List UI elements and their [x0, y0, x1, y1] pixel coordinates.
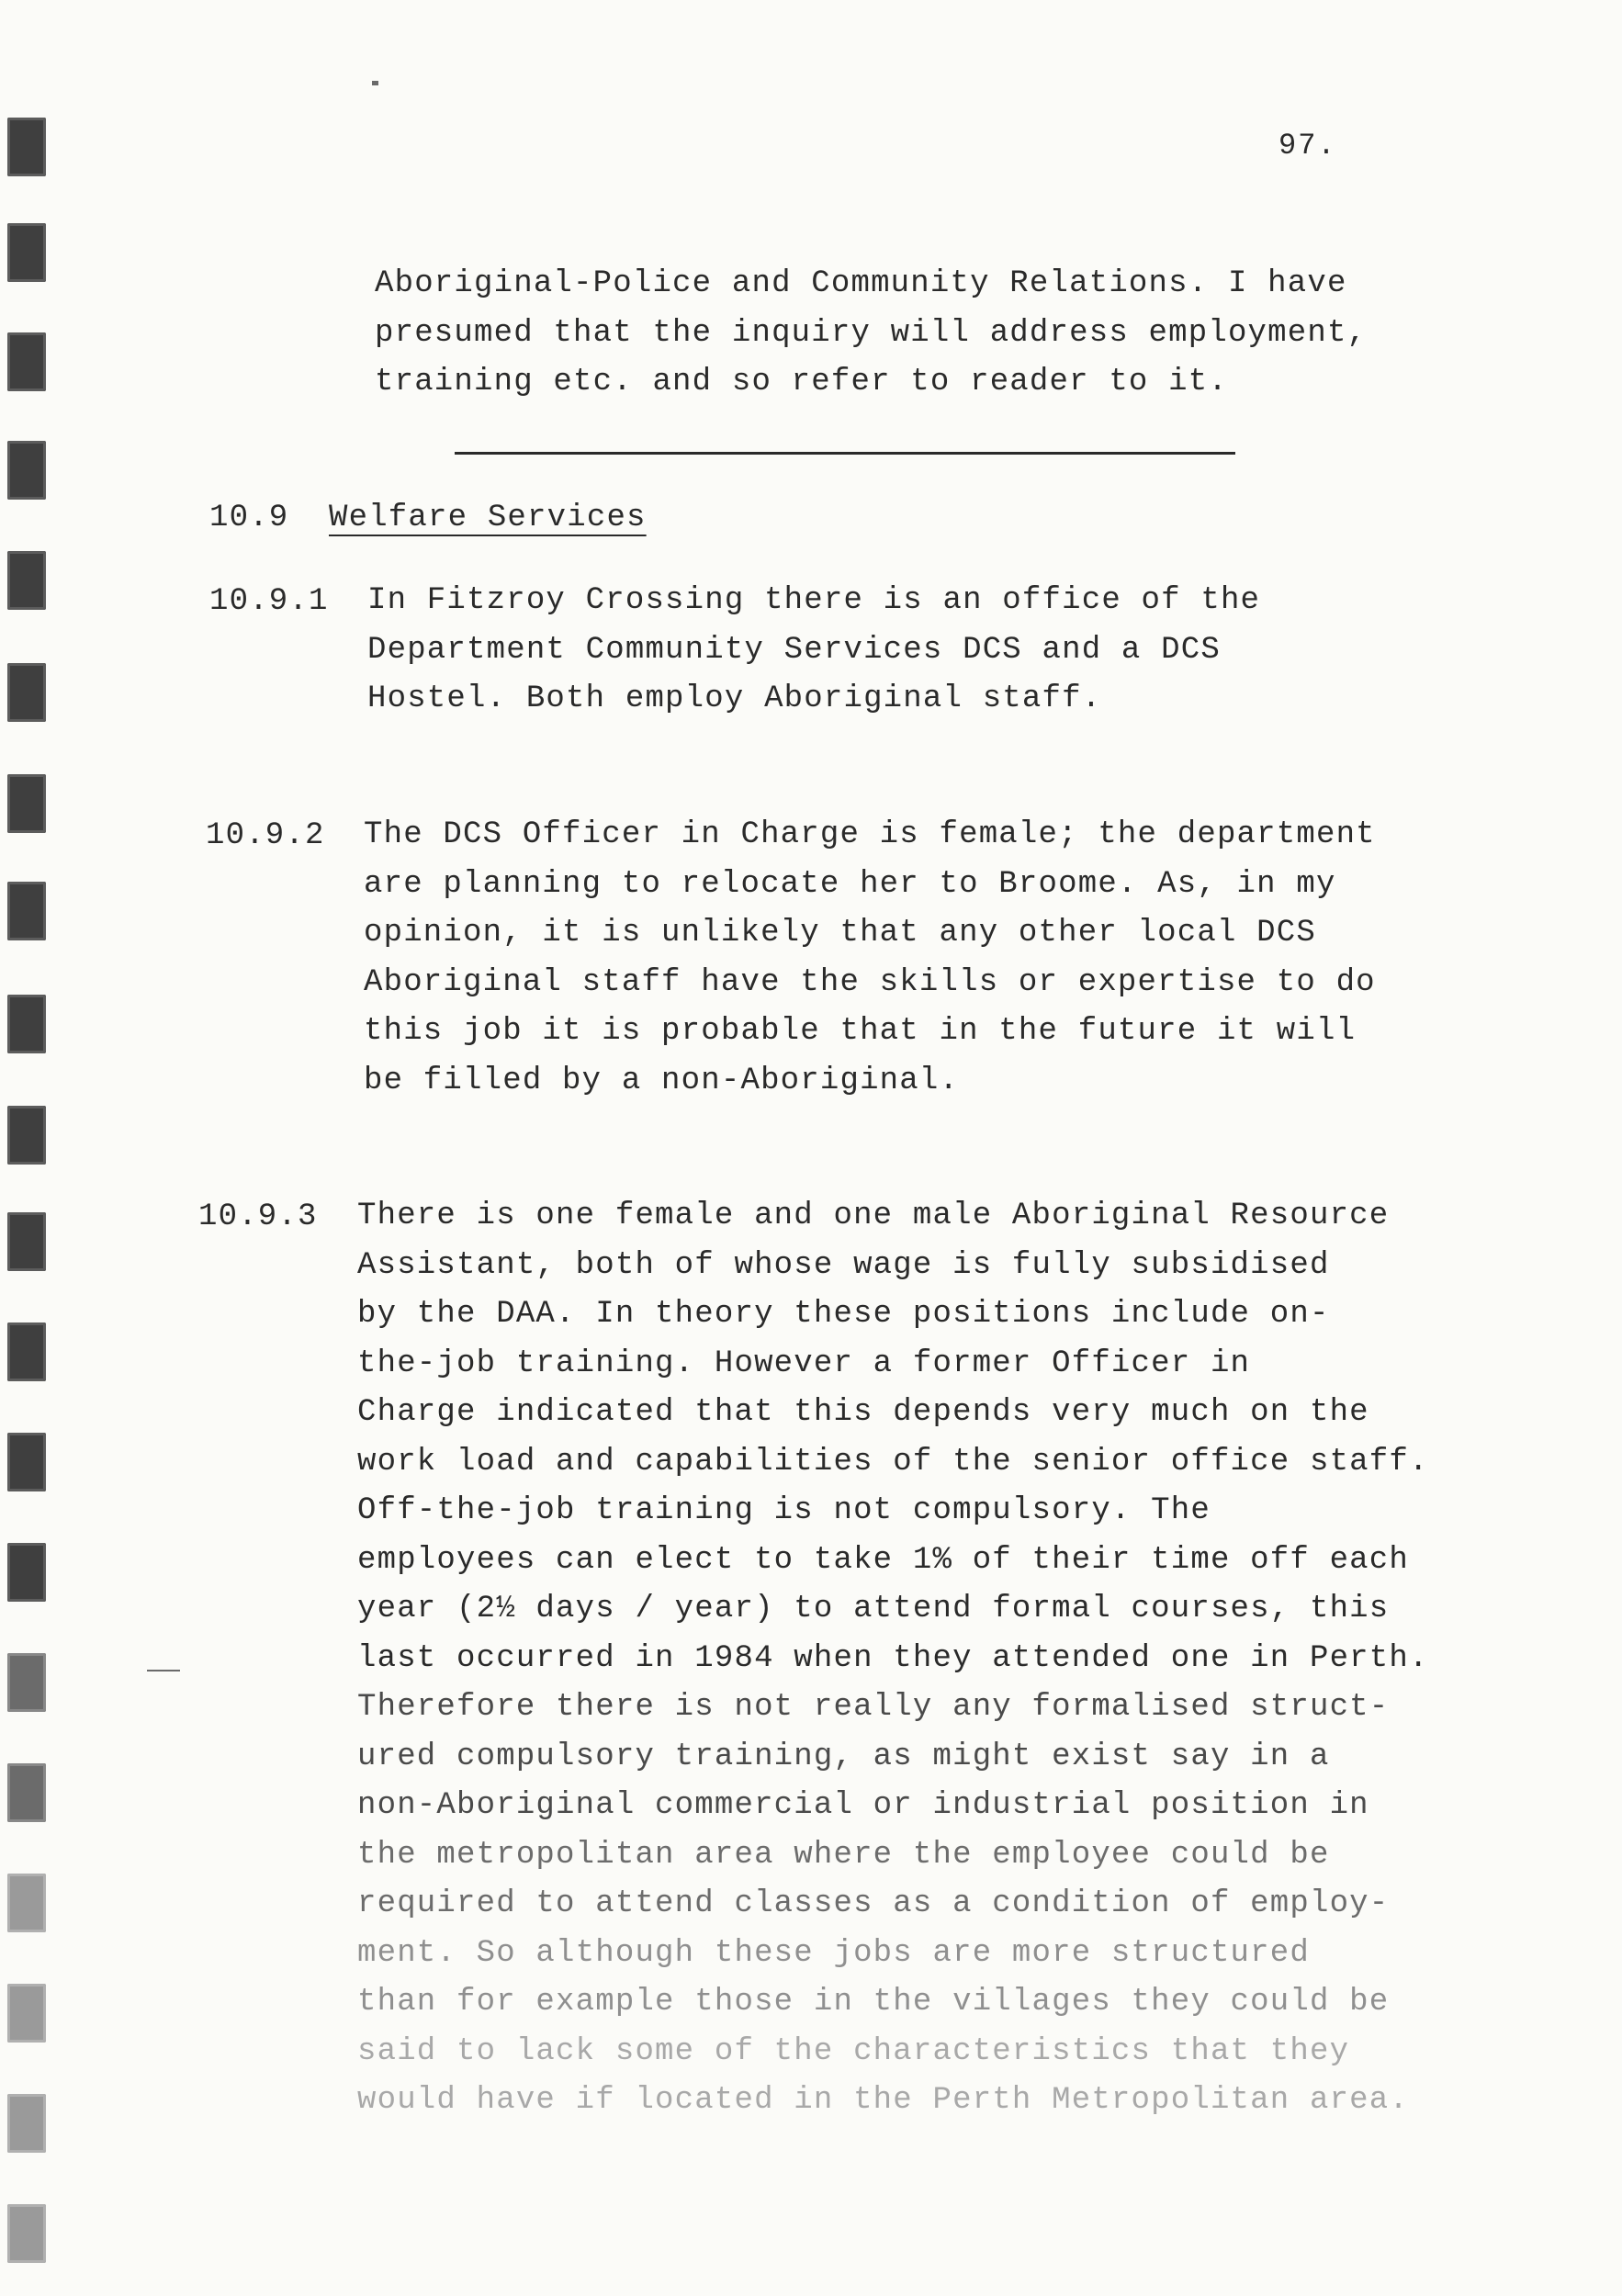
binding-hole [7, 2094, 46, 2153]
text-line: non-Aboriginal commercial or industrial position in [357, 1788, 1369, 1823]
binding-hole [7, 774, 46, 833]
intro-paragraph [375, 260, 1367, 408]
binding-hole [7, 1212, 46, 1271]
binding-hole [7, 1433, 46, 1491]
binding-hole [7, 1653, 46, 1712]
binding-hole [7, 551, 46, 610]
subsection-paragraph [364, 811, 1376, 1106]
text-line: ment. So although these jobs are more structured [357, 1935, 1310, 1971]
subsection-paragraph [357, 1192, 1429, 2126]
binding-hole [7, 2204, 46, 2263]
text-line: work load and capabilities of the senior office staff. [357, 1444, 1429, 1480]
scan-speck [147, 1670, 180, 1671]
binding-hole [7, 1984, 46, 2043]
subsection-number: 10.9.3 [198, 1199, 318, 1234]
text-line: employees can elect to take 1% of their time off each [357, 1542, 1409, 1578]
binding-hole [7, 332, 46, 391]
binding-hole [7, 1763, 46, 1822]
binding-hole [7, 663, 46, 722]
text-line: be filled by a non-Aboriginal. [364, 1063, 960, 1098]
text-line: the metropolitan area where the employee could be [357, 1837, 1330, 1873]
subsection-paragraph [367, 577, 1260, 725]
text-line: opinion, it is unlikely that any other local DCS [364, 916, 1316, 951]
binding-hole [7, 1322, 46, 1381]
binding-hole [7, 1874, 46, 1932]
subsection-number: 10.9.1 [209, 584, 329, 619]
binding-hole [7, 1543, 46, 1602]
text-line: by the DAA. In theory these positions include on- [357, 1297, 1330, 1332]
subsection-number: 10.9.2 [206, 818, 325, 853]
text-line: Department Community Services DCS and a DCS [367, 632, 1221, 668]
scan-speck [372, 81, 378, 85]
text-line: last occurred in 1984 when they attended one in Perth. [357, 1640, 1429, 1676]
text-line: presumed that the inquiry will address employment, [375, 315, 1368, 351]
text-line: would have if located in the Perth Metropolitan area. [357, 2083, 1409, 2118]
text-line: The DCS Officer in Charge is female; the department [364, 817, 1376, 852]
text-line: this job it is probable that in the future it will [364, 1014, 1357, 1049]
text-line: ured compulsory training, as might exist say in a [357, 1739, 1330, 1774]
binding-holes [7, 0, 48, 2296]
text-line: the-job training. However a former Officer in [357, 1345, 1251, 1381]
text-line: required to attend classes as a condition of employ- [357, 1886, 1390, 1921]
text-line: Assistant, both of whose wage is fully subsidised [357, 1247, 1330, 1283]
text-line: There is one female and one male Aboriginal Resource [357, 1199, 1390, 1233]
text-line: training etc. and so refer to reader to it. [375, 365, 1228, 400]
text-line: Hostel. Both employ Aboriginal staff. [367, 681, 1102, 716]
binding-hole [7, 118, 46, 176]
binding-hole [7, 441, 46, 500]
section-number: 10.9 [209, 501, 289, 535]
text-line: year (2½ days / year) to attend formal courses, this [357, 1592, 1390, 1626]
text-line: than for example those in the villages they could be [357, 1985, 1390, 2020]
text-line: are planning to relocate her to Broome. As, in my [364, 866, 1336, 902]
binding-hole [7, 1106, 46, 1165]
text-line: Therefore there is not really any formalised struct- [357, 1690, 1390, 1725]
binding-hole [7, 223, 46, 282]
page-number: 97. [1278, 129, 1337, 163]
text-line: Aboriginal-Police and Community Relations. I have [375, 266, 1347, 301]
section-title: Welfare Services [329, 501, 647, 535]
binding-hole [7, 995, 46, 1053]
text-line: Off-the-job training is not compulsory. The [357, 1493, 1211, 1528]
text-line: Aboriginal staff have the skills or expertise to do [364, 964, 1376, 1000]
binding-hole [7, 882, 46, 940]
text-line: In Fitzroy Crossing there is an office of the [367, 583, 1261, 618]
horizontal-rule [455, 452, 1235, 455]
text-line: Charge indicated that this depends very much on the [357, 1395, 1369, 1430]
text-line: said to lack some of the characteristics that they [357, 2033, 1350, 2069]
